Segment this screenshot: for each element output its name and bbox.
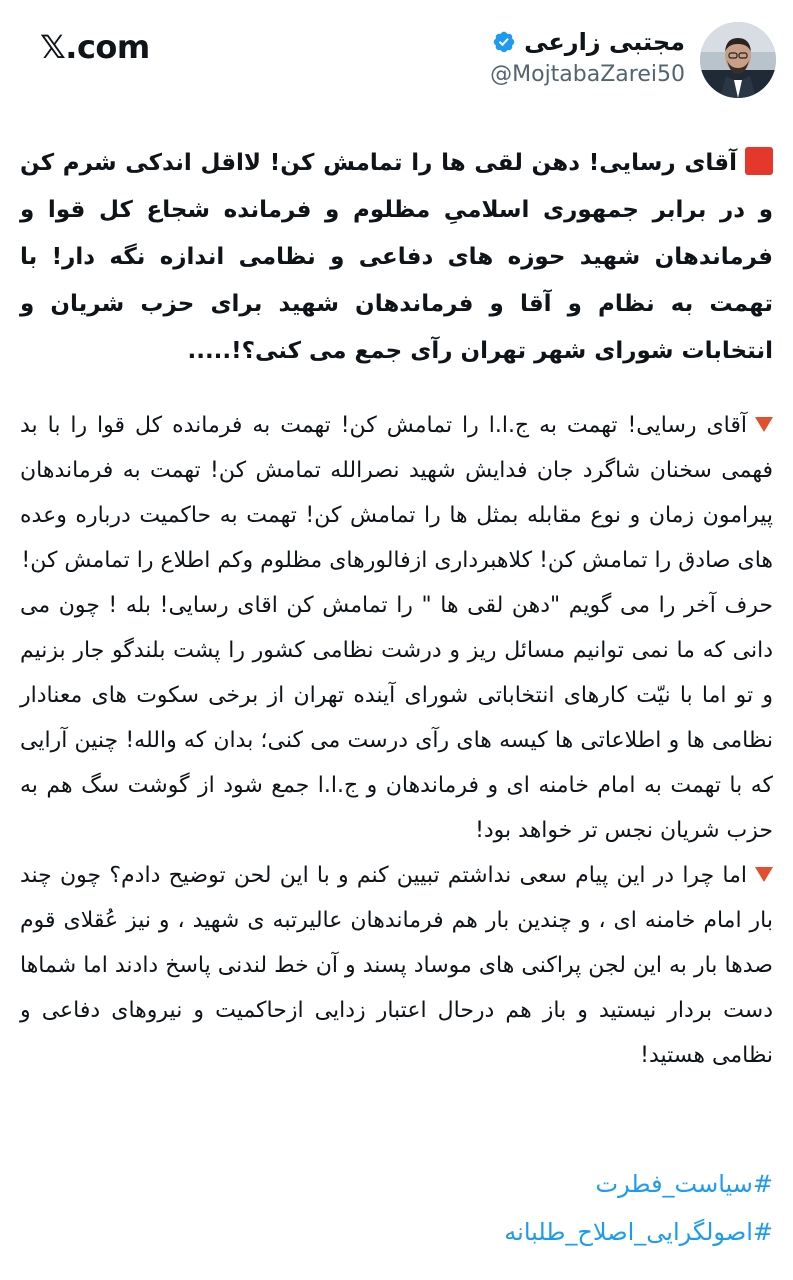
author-info[interactable] (490, 28, 685, 87)
avatar[interactable] (700, 22, 776, 98)
tweet-paragraph-2 (20, 583, 773, 853)
x-domain-text: .com (65, 28, 150, 66)
verified-badge-icon (492, 30, 516, 54)
paragraph-spacer (20, 375, 773, 403)
tweet-paragraph-3 (20, 853, 773, 1078)
tweet-header (0, 18, 793, 108)
tweet-paragraph-2-text: حرف آخر را می گویم "دهن لقی ها " را تمامش کن اقای رسایی! بله ! چون می دانی که ما نمی توانیم مسائل ریز و درشت نظامی کشور را پشت بلندگو جار بزنیم و تو اما با نیّت کارهای انتخاباتی شورای آینده تهران از برخی سکوت های معنادار نظامی ها و اطلاعاتی ها کیسه های رآی درست می کنی؛ بدان که والله! چنین آرایی که با تهمت به امام خامنه ای و فرماندهان و ج.ا.ا جمع شود از گوشت سگ هم به حزب شریان نجس تر خواهد بود! (20, 593, 773, 843)
tweet-paragraph-1 (20, 403, 773, 583)
red-triangle-icon (755, 417, 773, 432)
x-logo[interactable] (40, 28, 150, 66)
author-name-row (490, 28, 685, 56)
red-triangle-icon (755, 867, 773, 882)
hashtag-link[interactable]: #اصولگرایی_اصلاح_طلبانه (504, 1218, 773, 1246)
avatar-photo (700, 22, 776, 98)
tweet-paragraph-3-text: اما چرا در این پیام سعی نداشتم تبیین کنم و با این لحن توضیح دادم؟ چون چند بار امام خامنه ای ، و چندین بار هم فرماندهان عالیرتبه ی شهید ، و نیز عُقلای قوم صدها بار به این لجن پراکنی های موساد پسند و آن خط لندنی پاسخ دادند اما شماها دست بردار نیستید و باز هم درحال اعتبار زدایی ازحاکمیت و نیروهای دفاعی و نظامی هستید! (20, 863, 773, 1068)
red-square-icon (745, 147, 773, 175)
tweet-headline-text: آقای رسایی! دهن لقی ها را تمامش کن! لااقل اندکی شرم کن و در برابر جمهوری اسلامیِ مظلوم و فرمانده شجاع کل قوا و فرماندهان شهید حوزه های دفاعی و نظامی اندازه نگه دار! با تهمت به نظام و آقا و فرماندهان شهید برای حزب شریان و انتخابات شورای شهر تهران رآی جمع می کنی؟!..... (20, 150, 773, 364)
tweet-text (20, 140, 773, 1078)
hashtag-link[interactable]: #سیاست_فطرت (595, 1170, 773, 1198)
tweet-paragraph-1-text: آقای رسایی! تهمت به ج.ا.ا را تمامش کن! تهمت به فرمانده کل قوا را با بد فهمی سخنان شاگرد جان فدایش شهید نصرالله تمامش کن! تهمت به فرماندهان پیرامون زمان و نوع مقابله بمثل ها را تمامش کن! تهمت به حاکمیت درباره وعده های صادق را تمامش کن! کلاهبرداری ازفالورهای مظلوم وکم اطلاع را تمامش کن! (20, 413, 773, 573)
author-name[interactable]: مجتبی زارعی (524, 28, 685, 56)
hashtag-list (20, 1160, 773, 1256)
tweet-headline (20, 140, 773, 375)
x-mark-icon: 𝕏 (40, 28, 66, 66)
author-handle[interactable]: @MojtabaZarei50 (490, 62, 685, 87)
